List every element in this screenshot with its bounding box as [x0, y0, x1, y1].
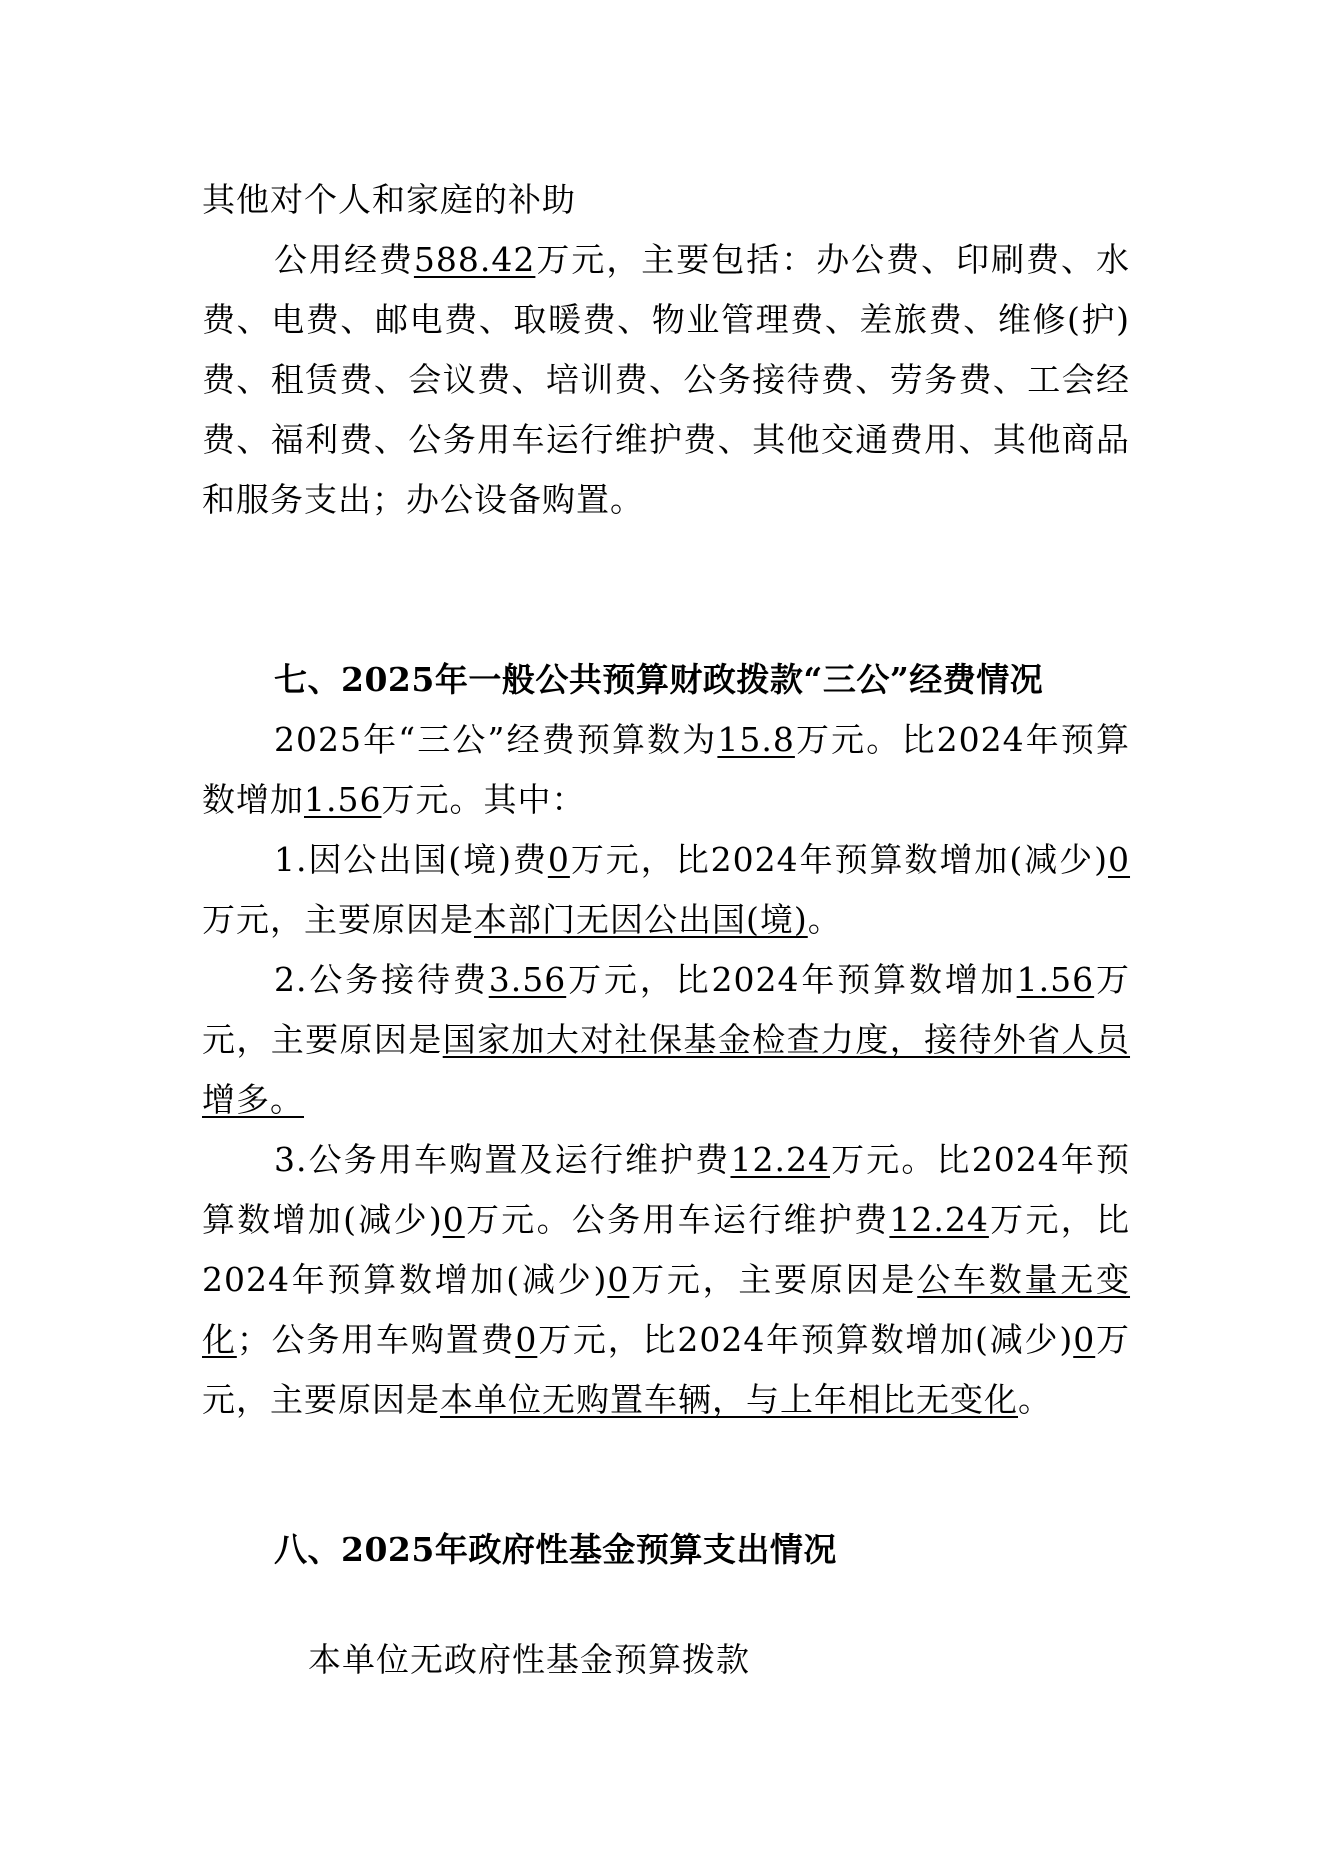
text: 2025年“三公”经费预算数为 — [274, 720, 718, 759]
spacer — [202, 530, 1130, 650]
public-expense-amount: 588.42 — [413, 240, 536, 279]
overseas-amount: 0 — [547, 840, 570, 879]
text: 2.公务接待费 — [274, 960, 489, 999]
vehicle-maint-change: 0 — [607, 1260, 630, 1299]
text: 万元，比2024年预算数增加(减少) — [569, 840, 1109, 879]
text: 。 — [1018, 1380, 1052, 1419]
overseas-change: 0 — [1108, 840, 1131, 879]
text: 万元，比2024年预算数增加(减少) — [202, 1200, 1131, 1299]
overseas-reason: 本部门无因公出国(境) — [474, 900, 808, 939]
text: 万元，主要包括：办公费、印刷费、水费、电费、邮电费、取暖费、物业管理费、差旅费、维修(护)费、租赁费、会议费、培训费、公务接待费、劳务费、工会经费、福利费、公务用车运行维护费、其他交通费用、其他商品和服务支出；办公设备购置。 — [202, 240, 1131, 519]
text: 公用经费 — [274, 240, 414, 279]
text: 3.公务用车购置及运行维护费 — [274, 1140, 731, 1179]
reception-reason: 国家加大对社保基金检查力度，接待外省人员增多。 — [202, 1020, 1131, 1119]
section-7-heading: 七、2025年一般公共预算财政拨款“三公”经费情况 — [274, 660, 1044, 699]
section-7-intro — [202, 710, 1130, 830]
vehicle-purchase-reason: 本单位无购置车辆，与上年相比无变化 — [440, 1380, 1018, 1419]
vehicle-maint-reason: 公车数量无变化 — [202, 1260, 1131, 1359]
text: 万元，主要原因是 — [202, 1320, 1131, 1419]
text: 万元。公务用车运行维护费 — [464, 1200, 890, 1239]
section-8-body: 本单位无政府性基金预算拨款 — [308, 1640, 750, 1679]
paragraph-public-expenses — [202, 230, 1130, 530]
document-page — [202, 170, 1130, 1690]
text: 1.因公出国(境)费 — [274, 840, 548, 879]
section-8-heading: 八、2025年政府性基金预算支出情况 — [274, 1530, 837, 1569]
text: 万元。比2024年预算数增加 — [202, 720, 1130, 819]
vehicle-maint-amount: 12.24 — [889, 1200, 989, 1239]
text: 万元，比2024年预算数增加 — [566, 960, 1017, 999]
reception-amount: 3.56 — [488, 960, 567, 999]
reception-change: 1.56 — [1016, 960, 1095, 999]
text: 万元，主要原因是 — [202, 960, 1130, 1059]
vehicle-purchase-change: 0 — [1073, 1320, 1096, 1359]
text: 万元，比2024年预算数增加(减少) — [537, 1320, 1074, 1359]
three-public-total: 15.8 — [717, 720, 795, 759]
text: 。 — [807, 900, 842, 939]
three-public-increase: 1.56 — [304, 780, 382, 819]
item-2-reception — [202, 950, 1130, 1130]
text: 万元。比2024年预算数增加(减少) — [202, 1140, 1130, 1239]
text: 万元，主要原因是 — [202, 900, 474, 939]
text: ；公务用车购置费 — [236, 1320, 516, 1359]
text: 万元。其中： — [381, 780, 586, 819]
spacer — [202, 1430, 1130, 1520]
vehicle-purchase-amount: 0 — [515, 1320, 538, 1359]
spacer — [202, 1580, 1130, 1630]
item-3-vehicles — [202, 1130, 1130, 1430]
vehicle-total-amount: 12.24 — [730, 1140, 830, 1179]
vehicle-total-change: 0 — [442, 1200, 465, 1239]
item-1-overseas — [202, 830, 1130, 950]
paragraph-subsidy: 其他对个人和家庭的补助 — [202, 180, 576, 219]
text: 万元，主要原因是 — [629, 1260, 918, 1299]
